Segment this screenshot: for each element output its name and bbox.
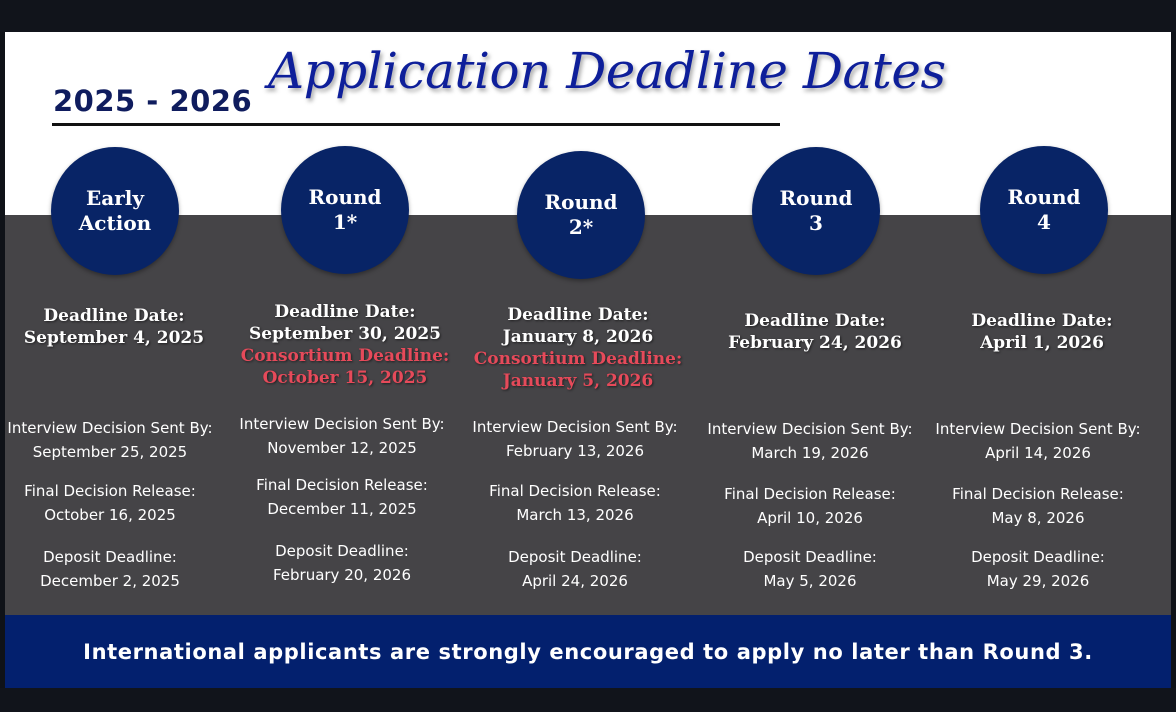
round-badge-early-action: Early Action [51,147,179,275]
deposit-label: Deposit Deadline: [508,548,642,566]
deadline-date: April 1, 2026 [980,333,1104,353]
deadline-label: Deadline Date: [274,302,416,322]
year-label: 2025 - 2026 [53,84,253,118]
title-underline [52,123,780,126]
bottom-frame [0,688,1176,712]
consortium-label: Consortium Deadline: [473,349,683,369]
banner-text: International applicants are strongly encouraged to apply no later than Round 3. [83,639,1093,664]
deposit-date: December 2, 2025 [40,572,180,590]
interview-block-round-3 [696,417,924,465]
deadline-label: Deadline Date: [43,306,185,326]
deposit-date: May 29, 2026 [986,572,1090,590]
deadline-block-round-3 [695,310,935,354]
final-block-round-1 [228,473,456,521]
final-date: May 8, 2026 [991,509,1085,527]
interview-date: November 12, 2025 [267,439,417,457]
page-title: Application Deadline Dates [268,42,946,100]
interview-block-early-action [0,416,224,464]
international-banner [5,615,1171,688]
deposit-label: Deposit Deadline: [743,548,877,566]
interview-label: Interview Decision Sent By: [239,415,445,433]
interview-block-round-2 [461,415,689,463]
deposit-date: February 20, 2026 [272,566,412,584]
final-date: October 16, 2025 [44,506,176,524]
deadline-date: September 30, 2025 [248,324,442,344]
consortium-date: January 5, 2026 [502,371,654,391]
deposit-block-round-1 [228,539,456,587]
top-frame [0,0,1176,32]
final-block-round-2 [461,479,689,527]
interview-date: September 25, 2025 [32,443,188,461]
interview-label: Interview Decision Sent By: [472,418,678,436]
interview-label: Interview Decision Sent By: [935,420,1141,438]
final-label: Final Decision Release: [724,485,896,503]
final-label: Final Decision Release: [24,482,196,500]
final-date: March 13, 2026 [516,506,634,524]
deposit-label: Deposit Deadline: [275,542,409,560]
deposit-block-early-action [0,545,224,593]
deposit-block-round-4 [924,545,1152,593]
deposit-block-round-2 [461,545,689,593]
round-badge-round-4: Round 4 [980,146,1108,274]
final-label: Final Decision Release: [952,485,1124,503]
deadline-label: Deadline Date: [744,311,886,331]
consortium-label: Consortium Deadline: [240,346,450,366]
final-block-round-4 [924,482,1152,530]
final-date: April 10, 2026 [757,509,863,527]
deadline-date: February 24, 2026 [728,333,902,353]
deposit-block-round-3 [696,545,924,593]
interview-block-round-4 [924,417,1152,465]
interview-label: Interview Decision Sent By: [7,419,213,437]
final-block-round-3 [696,482,924,530]
deadline-date: September 4, 2025 [23,328,205,348]
deadline-label: Deadline Date: [971,311,1113,331]
interview-date: February 13, 2026 [505,442,645,460]
final-label: Final Decision Release: [256,476,428,494]
deposit-label: Deposit Deadline: [43,548,177,566]
round-badge-round-3: Round 3 [752,147,880,275]
deadline-block-round-2 [458,304,698,392]
round-badge-round-1: Round 1* [281,146,409,274]
deadline-label: Deadline Date: [507,305,649,325]
deposit-date: May 5, 2026 [763,572,857,590]
interview-date: April 14, 2026 [985,444,1091,462]
deadline-block-round-4 [922,310,1162,354]
round-badge-round-2: Round 2* [517,151,645,279]
final-date: December 11, 2025 [267,500,417,518]
deadline-block-round-1 [225,301,465,389]
interview-block-round-1 [228,412,456,460]
interview-date: March 19, 2026 [751,444,869,462]
final-block-early-action [0,479,224,527]
deposit-label: Deposit Deadline: [971,548,1105,566]
interview-label: Interview Decision Sent By: [707,420,913,438]
final-label: Final Decision Release: [489,482,661,500]
deadline-date: January 8, 2026 [502,327,654,347]
deposit-date: April 24, 2026 [522,572,628,590]
consortium-date: October 15, 2025 [262,368,428,388]
deadline-block-early-action [0,305,234,349]
